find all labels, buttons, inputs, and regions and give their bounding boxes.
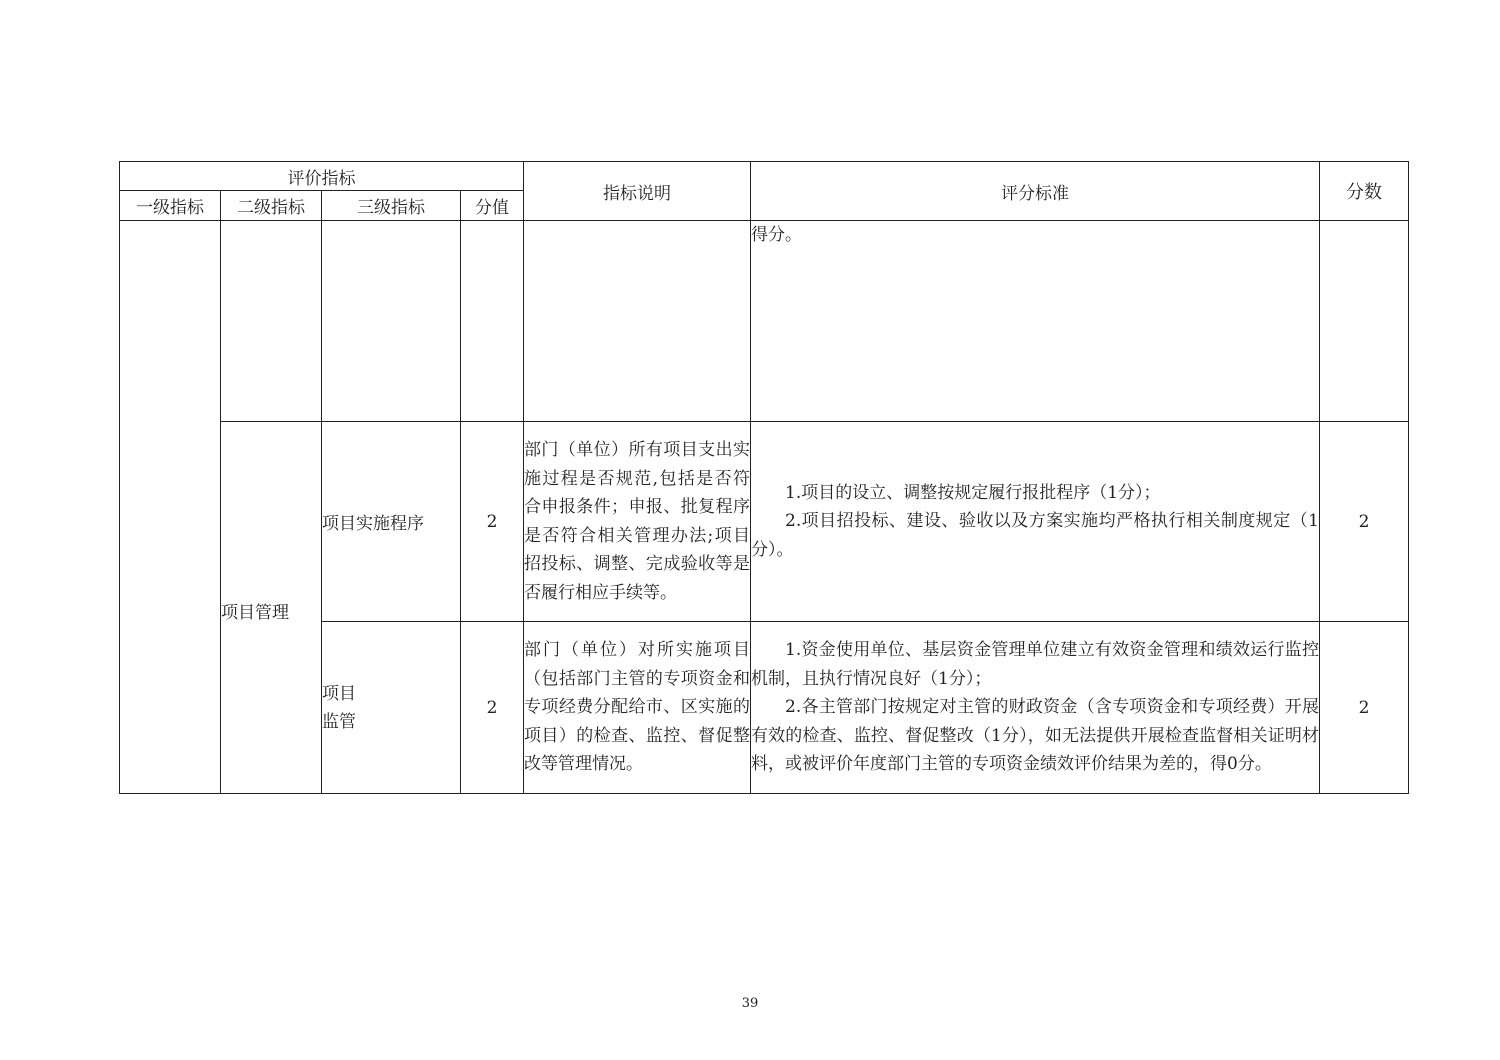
description-cell bbox=[524, 221, 751, 422]
header-indicator-group: 评价指标 bbox=[120, 162, 524, 191]
level3-line: 监管 bbox=[322, 711, 356, 732]
level3-cell bbox=[322, 221, 461, 422]
header-weight: 分值 bbox=[461, 191, 524, 221]
level2-cell bbox=[221, 422, 322, 794]
description-cell: 部门（单位）所有项目支出实施过程是否规范,包括是否符合申报条件；申报、批复程序是否符合相关管理办法;项目招投标、调整、完成验收等是否履行相应手续等。 bbox=[524, 422, 751, 622]
score-cell: 2 bbox=[1320, 422, 1409, 622]
criteria-cell bbox=[751, 422, 1320, 622]
header-description: 指标说明 bbox=[524, 162, 751, 221]
criteria-item: 1.资金使用单位、基层资金管理单位建立有效资金管理和绩效运行监控机制，且执行情况良好（1分）； bbox=[751, 640, 1319, 689]
table-row bbox=[120, 422, 1409, 622]
score-cell bbox=[1320, 221, 1409, 422]
header-level1: 一级指标 bbox=[120, 191, 221, 221]
weight-cell bbox=[461, 221, 524, 422]
level3-cell: 项目实施程序 bbox=[322, 422, 461, 622]
criteria-cell bbox=[751, 221, 1320, 422]
page-number: 39 bbox=[741, 996, 759, 1011]
table-row bbox=[120, 221, 1409, 422]
header-level2: 二级指标 bbox=[221, 191, 322, 221]
header-criteria: 评分标准 bbox=[751, 162, 1320, 221]
description-cell: 部门（单位）对所实施项目（包括部门主管的专项资金和专项经费分配给市、区实施的项目）的检查、监控、督促整改等管理情况。 bbox=[524, 622, 751, 794]
header-level3: 三级指标 bbox=[322, 191, 461, 221]
header-score: 分数 bbox=[1320, 162, 1409, 221]
criteria-item: 2.各主管部门按规定对主管的财政资金（含专项资金和专项经费）开展有效的检查、监控、督促整改（1分），如无法提供开展检查监督相关证明材料，或被评价年度部门主管的专项资金绩效评价结果为差的，得0分。 bbox=[751, 697, 1319, 775]
level1-cell bbox=[120, 221, 221, 794]
level3-line: 项目 bbox=[322, 683, 356, 704]
level2-cell bbox=[221, 221, 322, 422]
score-cell: 2 bbox=[1320, 622, 1409, 794]
criteria-item: 1.项目的设立、调整按规定履行报批程序（1分）； bbox=[785, 482, 1161, 503]
criteria-item: 2.项目招投标、建设、验收以及方案实施均严格执行相关制度规定（1分）。 bbox=[751, 511, 1319, 560]
criteria-text: 得分。 bbox=[751, 225, 802, 245]
weight-cell: 2 bbox=[461, 622, 524, 794]
evaluation-table bbox=[119, 161, 1409, 794]
criteria-cell bbox=[751, 622, 1320, 794]
level2-label: 项目管理 bbox=[221, 603, 289, 623]
weight-cell: 2 bbox=[461, 422, 524, 622]
level3-cell bbox=[322, 622, 461, 794]
